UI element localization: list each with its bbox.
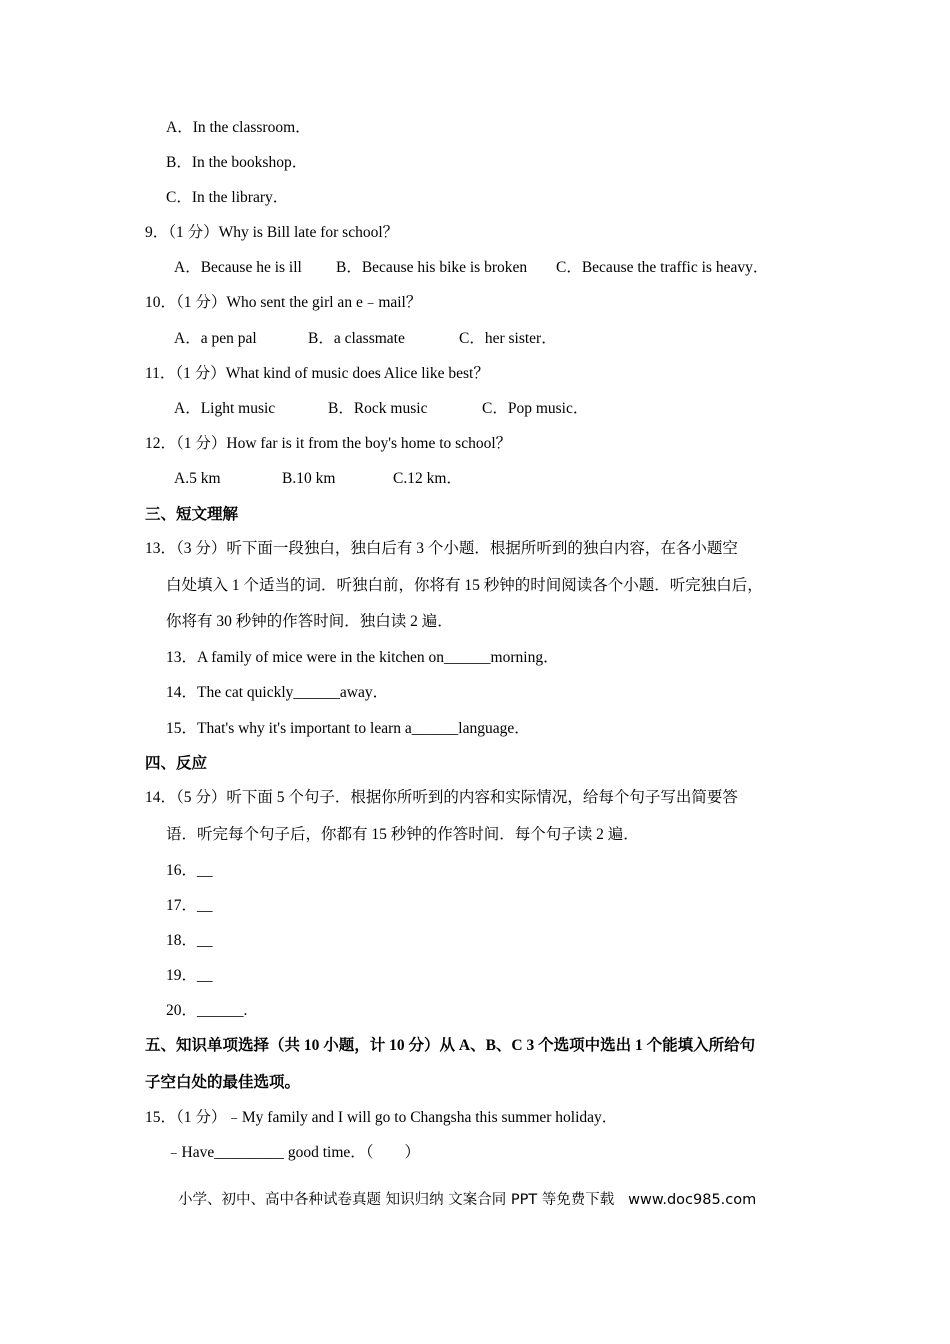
q10-option-a: A．a pen pal <box>174 330 257 347</box>
q13-instructions-line1: 13．（3 分）听下面一段独白，独白后有 3 个小题．根据所听到的独白内容，在各小题空 <box>145 540 738 557</box>
q12-option-c: C.12 km． <box>393 470 462 487</box>
response-item-16: 16．__ <box>166 862 213 879</box>
q9-option-b: B．Because his bike is broken <box>336 259 528 276</box>
q12-stem: 12．（1 分）How far is it from the boy's home to school？ <box>145 435 512 452</box>
response-item-17: 17．__ <box>166 897 213 914</box>
section5-heading-line1: 五、知识单项选择（共 10 小题，计 10 分）从 A、B、C 3 个选项中选出 1 个能填入所给句 <box>145 1037 756 1054</box>
q12-option-b: B.10 km <box>282 470 336 487</box>
q12-option-a: A.5 km <box>174 470 221 487</box>
q11-option-b: B．Rock music <box>328 400 428 417</box>
q10-stem: 10．（1 分）Who sent the girl an e﹣mail？ <box>145 294 422 311</box>
q9-option-c: C．Because the traffic is heavy． <box>556 259 769 276</box>
q9-option-a: A．Because he is ill <box>174 259 302 276</box>
q10-option-b: B．a classmate <box>308 330 405 347</box>
q13-instructions-line3: 你将有 30 秒钟的作答时间．独白读 2 遍． <box>166 613 453 630</box>
q14-instructions-line1: 14．（5 分）听下面 5 个句子．根据你所听到的内容和实际情况，给每个句子写出简要答 <box>145 789 738 806</box>
q11-option-c: C．Pop music． <box>482 400 589 417</box>
section4-heading: 四、反应 <box>145 755 208 772</box>
q10-option-c: C．her sister． <box>459 330 557 347</box>
q8-option-c: C．In the library． <box>166 189 289 206</box>
q8-option-b: B．In the bookshop． <box>166 154 308 171</box>
sub-question-14: 14．The cat quickly______away． <box>166 684 389 701</box>
q9-stem: 9．（1 分）Why is Bill late for school？ <box>145 224 399 241</box>
sub-question-13: 13．A family of mice were in the kitchen on______morning． <box>166 649 559 666</box>
response-item-20: 20．______. <box>166 1002 248 1019</box>
sub-question-15: 15．That's why it's important to learn a______language． <box>166 720 530 737</box>
response-item-19: 19．__ <box>166 967 213 984</box>
section5-heading-line2: 子空白处的最佳选项。 <box>145 1074 301 1091</box>
q8-option-a: A．In the classroom． <box>166 119 311 136</box>
response-item-18: 18．__ <box>166 932 213 949</box>
q15-line2: ﹣Have_________ good time．（ ） <box>166 1144 421 1161</box>
q13-instructions-line2: 白处填入 1 个适当的词．听独白前，你将有 15 秒钟的时间阅读各个小题．听完独白后， <box>166 577 763 594</box>
q15-stem: 15．（1 分）﹣My family and I will go to Changsha this summer holiday． <box>145 1109 618 1126</box>
q11-option-a: A．Light music <box>174 400 276 417</box>
section3-heading: 三、短文理解 <box>145 506 239 523</box>
q14-instructions-line2: 语．听完每个句子后，你都有 15 秒钟的作答时间．每个句子读 2 遍． <box>166 826 639 843</box>
page-footer: 小学、初中、高中各种试卷真题 知识归纳 文案合同 PPT 等免费下载 www.doc985.com <box>178 1192 757 1208</box>
q11-stem: 11．（1 分）What kind of music does Alice like best？ <box>145 365 489 382</box>
